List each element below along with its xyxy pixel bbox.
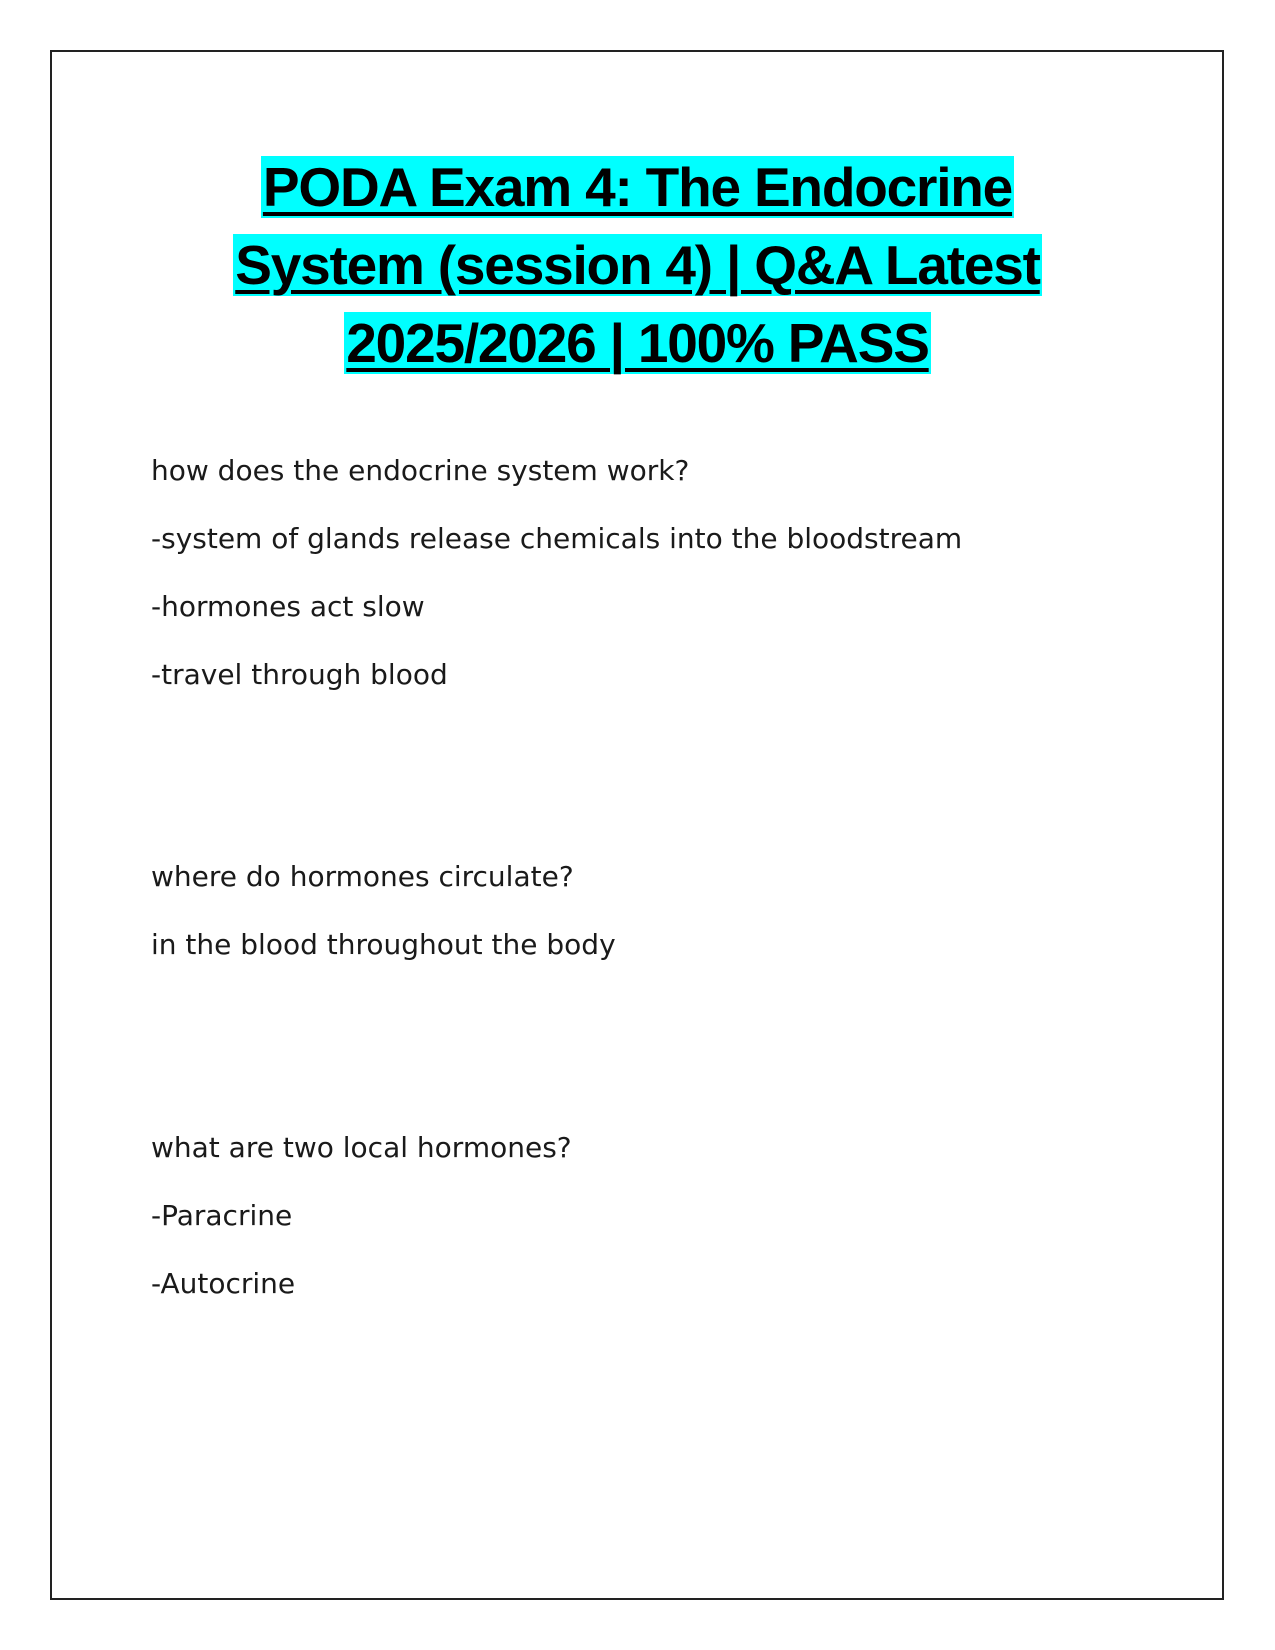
- title-line-1: PODA Exam 4: The Endocrine: [262, 156, 1013, 218]
- title-line-3: 2025/2026 | 100% PASS: [346, 312, 929, 374]
- title-line-2: System (session 4) | Q&A Latest: [235, 234, 1040, 296]
- answer-3-2: -Autocrine: [151, 1267, 296, 1300]
- qa-block-1: [151, 454, 962, 726]
- question-3: what are two local hormones?: [151, 1131, 572, 1164]
- answer-1-1: -system of glands release chemicals into the bloodstream: [151, 522, 963, 555]
- answer-2-1: in the blood throughout the body: [151, 928, 616, 961]
- document-title: [100, 148, 1175, 382]
- answer-3-1: -Paracrine: [151, 1199, 293, 1232]
- qa-block-3: [151, 1131, 572, 1335]
- answer-1-2: -hormones act slow: [151, 590, 425, 623]
- question-1: how does the endocrine system work?: [151, 454, 690, 487]
- qa-block-2: [151, 860, 616, 996]
- answer-1-3: -travel through blood: [151, 658, 448, 691]
- question-2: where do hormones circulate?: [151, 860, 574, 893]
